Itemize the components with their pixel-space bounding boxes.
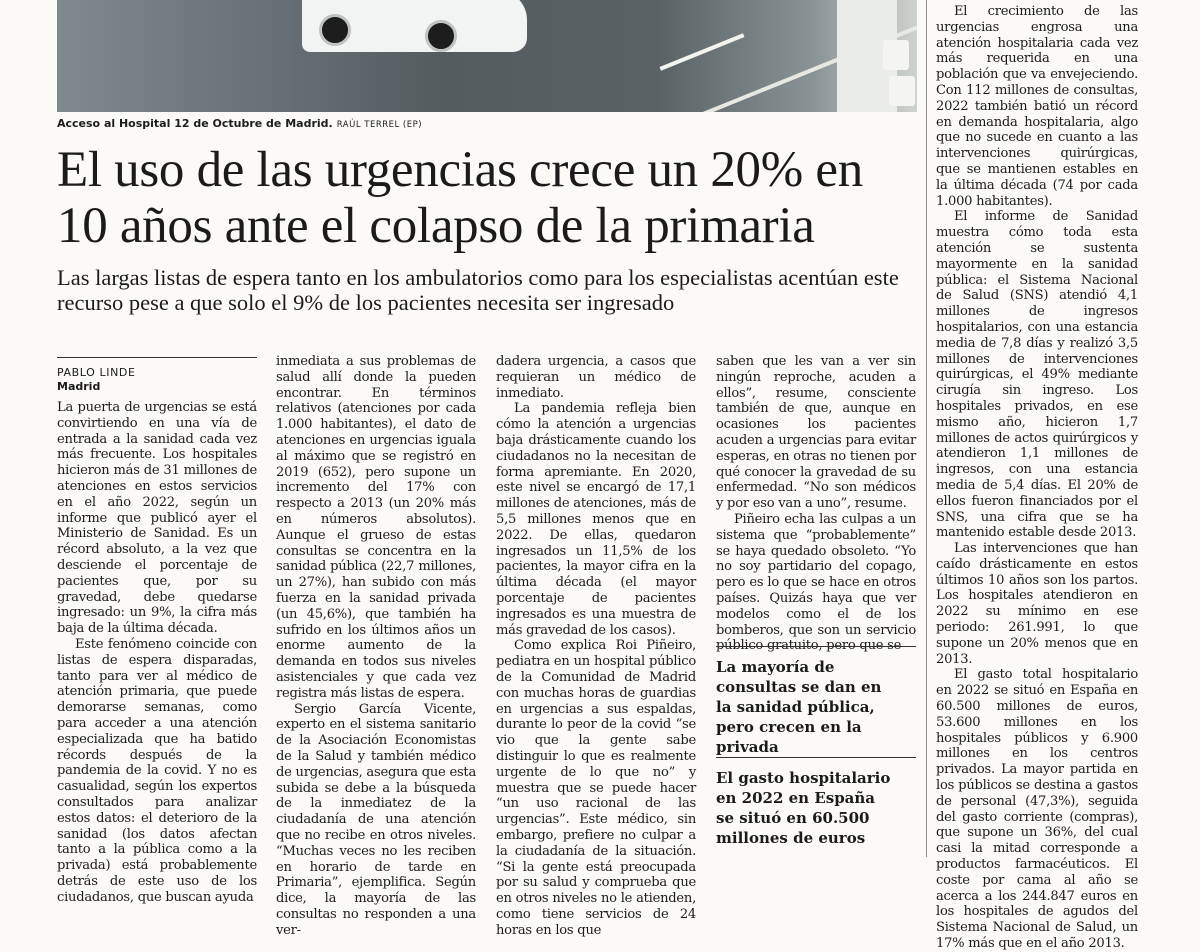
article-column-4 <box>716 354 916 654</box>
byline-rule <box>57 357 257 358</box>
road-marking <box>660 33 745 70</box>
paragraph: La puerta de urgencias se está convirtiendo en una vía de entrada a la sanidad cada vez más frecuente. Los hospitales hicieron más de 31 millones de atenciones en estos servicios en el año 2022, según un informe que publicó ayer el Ministerio de Sanidad. Es un récord absoluto, a la vez que desciende el porcentaje de pacientes que, por su gravedad, debe quedarse ingresado: un 9%, la cifra más baja de la última década. <box>57 400 257 637</box>
paragraph: El gasto total hospitalario en 2022 se situó en España en 60.500 millones de euros, 53.600 millones en los hospitales públicos y 6.900 millones en los centros privados. La mayor partida en los públicos se destina a gastos de personal (47,3%), seguida del gasto corriente (compras), que supone un 36%, del cual casi la mitad corresponde a productos farmacéuticos. El coste por cama al año se acerca a los 244.847 euros en los hospitales de agudos del Sistema Nacional de Salud, un 17% más que en el año 2013. <box>936 667 1138 952</box>
caption-text: Acceso al Hospital 12 de Octubre de Madrid. <box>57 117 333 130</box>
paragraph: Sergio García Vicente, experto en el sistema sanitario de la Asociación Economistas de la Salud y también médico de urgencias, asegura que esta subida se debe a la búsqueda de la inmediatez de la ciudadanía de una atención que no recibe en otros niveles. “Muchas veces no les reciben en horario de tarde en Primaria”, ejemplifica. Según dice, la mayoría de las consultas no responden a una ver- <box>276 701 476 938</box>
headline: El uso de las urgencias crece un 20% en 10 años ante el colapso de la primaria <box>57 142 863 254</box>
bollard <box>889 76 915 106</box>
article-column-2 <box>276 354 476 938</box>
dateline-place: Madrid <box>57 380 101 393</box>
car-wheel <box>425 20 457 52</box>
paragraph: saben que les van a ver sin ningún reproche, acuden a ellos”, resume, consciente también de que, aunque en ocasiones los pacientes acuden a urgencias para evitar esperas, en otras no tienen por qué conocer la gravedad de su enfermedad. “No son médicos y por eso van a uno”, resume. <box>716 354 916 512</box>
paragraph: El informe de Sanidad muestra cómo toda esta atención se sustenta mayormente en la sanidad pública: el Sistema Nacional de Salud (SNS) atendió 4,1 millones de ingresos hospitalarios, con una estancia media de 7,8 días y realizó 3,5 millones de intervenciones quirúrgicas, el 49% mediante cirugía sin ingreso. Los hospitales privados, en ese mismo año, hicieron 1,7 millones de actos quirúrgicos y atendieron 1,1 millones de ingresos, con una estancia media de 5,4 días. El 20% de ellos fueron financiados por el SNS, una cifra que se ha mantenido estable desde 2013. <box>936 209 1138 541</box>
paragraph: inmediata a sus problemas de salud allí donde la pueden encontrar. En términos relativos (atenciones por cada 1.000 habitantes), el dato de atenciones en urgencias iguala al máximo que se registró en 2019 (652), pero supone un incremento del 17% con respecto a 2013 (un 20% más en números absolutos). Aunque el grueso de estas consultas se concentra en la sanidad pública (22,7 millones, un 27%), han subido con más fuerza en la sanidad privada (un 45,6%), que también ha sufrido en los últimos años un enorme aumento de la demanda en todos sus niveles asistenciales y que cada vez registra más listas de espera. <box>276 354 476 701</box>
bollard <box>883 40 909 70</box>
paragraph: Las intervenciones que han caído drásticamente en estos últimos 10 años son los partos. Los hospitales atendieron en 2022 su mínimo en ese periodo: 261.991, lo que supone un 20% menos que en 2013. <box>936 541 1138 667</box>
author-name: PABLO LINDE <box>57 366 136 379</box>
article-column-1 <box>57 400 257 906</box>
paragraph: dadera urgencia, a casos que requieran un médico de inmediato. <box>496 354 696 401</box>
paragraph: El crecimiento de las urgencias engrosa una atención hospitalaria cada vez más requerida en una población que va envejeciendo. Con 112 millones de consultas, 2022 también batió un récord en demanda hospitalaria, algo que no sucede en cuanto a las intervenciones quirúrgicas, que se mantienen estables en la última década (74 por cada 1.000 habitantes). <box>936 4 1138 209</box>
pullquote-2: El gasto hospitalario en 2022 en España se situó en 60.500 millones de euros <box>716 769 891 847</box>
article-photo <box>57 0 917 112</box>
photo-caption <box>57 117 422 130</box>
paragraph: Como explica Roi Piñeiro, pediatra en un hospital público de la Comunidad de Madrid con muchas horas de guardias en urgencias a sus espaldas, durante lo peor de la covid “se vio que la gente sabe distinguir lo que es realmente urgente de lo que no” y muestra que se puede hacer “un uso racional de las urgencias”. Este médico, sin embargo, prefiere no culpar a la ciudadanía de la situación. “Si la gente está preocupada por su salud y comprueba que en otros niveles no le atienden, como tiene servicios de 24 horas en los que <box>496 638 696 938</box>
car-wheel <box>319 14 351 46</box>
pullquote-1: La mayoría de consultas se dan en la sanidad pública, pero crecen en la privada <box>716 658 882 756</box>
article-column-3 <box>496 354 696 938</box>
byline <box>57 366 136 394</box>
paragraph: La pandemia refleja bien cómo la atención a urgencias baja drásticamente cuando los ciudadanos no la necesitan de forma apremiante. En 2020, este nivel se encargó de 17,1 millones de atenciones, más de 5,5 millones menos que en 2022. De ellas, quedaron ingresados un 11,5% de los pacientes, la mayor cifra en la última década (el mayor porcentaje de pacientes ingresados es una muestra de más gravedad de los casos). <box>496 401 696 638</box>
paragraph: Este fenómeno coincide con listas de espera disparadas, tanto para ver al médico de atención primaria, que puede demorarse semanas, como para acceder a una atención especializada que ha batido récords después de la pandemia de la covid. Y no es casualidad, según los expertos consultados para analizar estos datos: el deterioro de la sanidad (los datos afectan tanto a la pública como a la privada) está probablemente detrás de este uso de los ciudadanos, que buscan ayuda <box>57 636 257 905</box>
article-column-5 <box>936 4 1138 952</box>
column-divider <box>926 0 927 857</box>
subtitle: Las largas listas de espera tanto en los ambulatorios como para los especialistas acentúan este recurso pese a que solo el 9% de los pacientes necesita ser ingresado <box>57 265 899 315</box>
photo-credit: RAÚL TERREL (EP) <box>336 120 423 130</box>
paragraph: Piñeiro echa las culpas a un sistema que “probablemente” se haya quedado obsoleto. “Yo no soy partidario del copago, pero es lo que se hace en otros países. Quizás haya que ver modelos como el de los bomberos, que son un servicio público gratuito, pero que se <box>716 511 916 654</box>
pullquote-rule <box>716 757 916 758</box>
pullquote-rule <box>716 646 916 647</box>
